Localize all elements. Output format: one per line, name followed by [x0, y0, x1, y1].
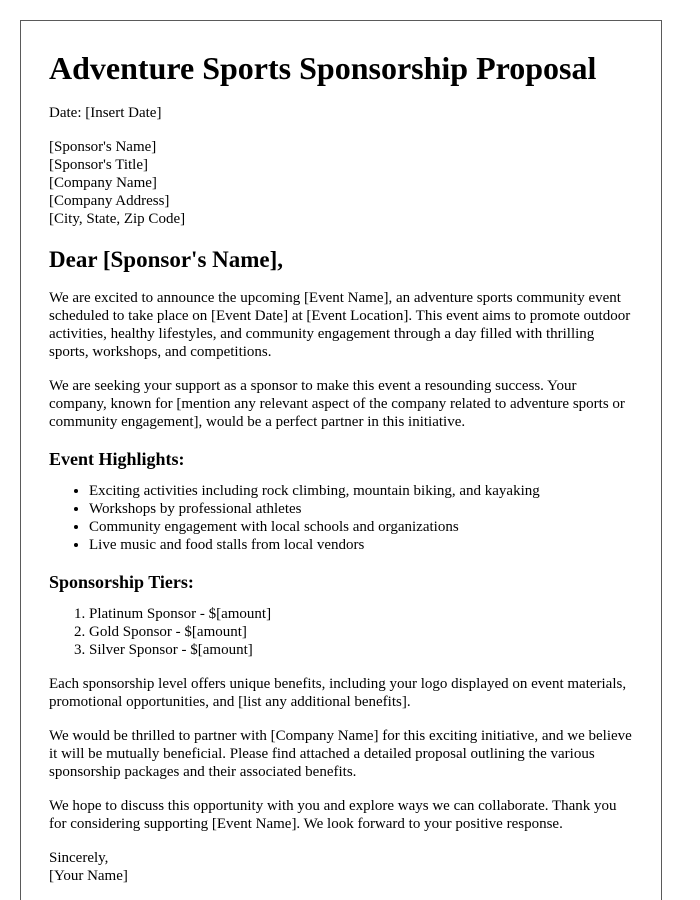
address-line-sponsor-name: [Sponsor's Name] — [49, 139, 157, 155]
list-item: • Community engagement with local schools and organizations — [89, 518, 633, 536]
address-line-company-address: [Company Address] — [49, 193, 170, 209]
highlights-heading: Event Highlights: — [49, 449, 185, 469]
list-item: • Live music and food stalls from local vendors — [89, 536, 633, 554]
salutation: Dear [Sponsor's Name], — [49, 247, 284, 272]
list-item: 2. Gold Sponsor - $[amount] — [89, 623, 633, 641]
list-item: 3. Silver Sponsor - $[amount] — [89, 641, 633, 659]
letter-page — [20, 20, 662, 900]
benefits-paragraph: Each sponsorship level offers unique benefits, including your logo displayed on event materials, promotional opportunities, and [list any additional benefits]. — [49, 676, 627, 710]
address-line-company-name: [Company Name] — [49, 175, 157, 191]
sponsor-address-block — [49, 138, 633, 228]
signature-name: [Your Name] — [49, 868, 128, 884]
document-title: Adventure Sports Sponsorship Proposal — [49, 50, 597, 86]
list-item: 1. Platinum Sponsor - $[amount] — [89, 605, 633, 623]
intro-paragraph: We are excited to announce the upcoming [Event Name], an adventure sports community event scheduled to take place on [Event Date] at [Event Location]. This event aims to promote outdoor activities, healthy lifestyles, and community engagement through a day filled with thrilling sports, workshops, and competitions. — [49, 290, 631, 360]
support-paragraph: We are seeking your support as a sponsor to make this event a resounding success. Your company, known for [mention any relevant aspect of the company related to adventure sports or community engagement], would be a perfect partner in this initiative. — [49, 378, 625, 430]
list-item: • Exciting activities including rock climbing, mountain biking, and kayaking — [89, 482, 633, 500]
partner-paragraph: We would be thrilled to partner with [Company Name] for this exciting initiative, and we believe it will be mutually beneficial. Please find attached a detailed proposal outlining the various sponsorship packages and their associated benefits. — [49, 728, 632, 780]
address-line-sponsor-title: [Sponsor's Title] — [49, 157, 148, 173]
address-line-city-state-zip: [City, State, Zip Code] — [49, 211, 186, 227]
date-line: Date: [Insert Date] — [49, 105, 162, 121]
list-item: • Workshops by professional athletes — [89, 500, 633, 518]
signoff-block — [49, 849, 633, 885]
tiers-list — [49, 605, 633, 659]
highlights-list — [49, 482, 633, 554]
closing-paragraph: We hope to discuss this opportunity with you and explore ways we can collaborate. Thank you for considering supporting [Event Name]. We look forward to your positive response. — [49, 798, 617, 832]
tiers-heading: Sponsorship Tiers: — [49, 572, 194, 592]
signoff-text: Sincerely, — [49, 850, 109, 866]
